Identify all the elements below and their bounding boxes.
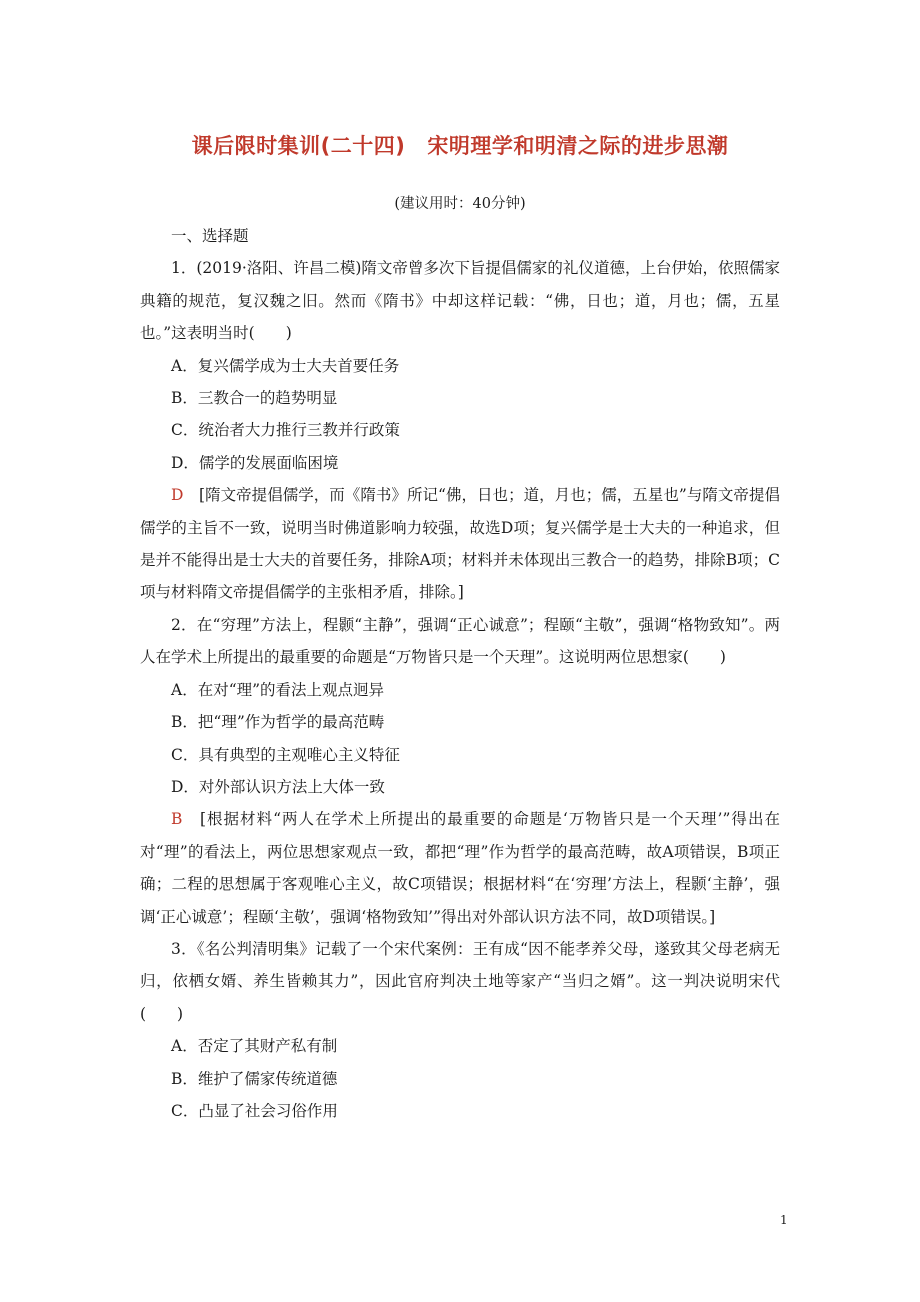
document-body bbox=[140, 220, 780, 1127]
question-1-option-b: B．三教合一的趋势明显 bbox=[171, 389, 338, 408]
question-2-option-a: A．在对“理”的看法上观点迥异 bbox=[171, 680, 385, 699]
question-1-stem: 1．(2019·洛阳、许昌二模)隋文帝曾多次下旨提倡儒家的礼仪道德，上台伊始，依照儒家典籍的规范，复汉魏之旧。然而《隋书》中却这样记载：“佛，日也；道，月也；儒，五星也。”这表明当时( ) bbox=[140, 259, 780, 343]
question-2-answer: B bbox=[171, 810, 183, 829]
title-sub: 宋明理学和明清之际的进步思潮 bbox=[427, 134, 729, 158]
question-2-option-c: C．具有典型的主观唯心主义特征 bbox=[171, 745, 400, 764]
question-1-option-a: A．复兴儒学成为士大夫首要任务 bbox=[171, 356, 400, 375]
question-2-option-d: D．对外部认识方法上大体一致 bbox=[171, 777, 385, 796]
question-2-stem: 2．在“穷理”方法上，程颢“主静”，强调“正心诚意”；程颐“主敬”，强调“格物致知”。两人在学术上所提出的最重要的命题是“万物皆只是一个天理”。这说明两位思想家( ) bbox=[140, 615, 780, 667]
question-1-option-d: D．儒学的发展面临困境 bbox=[171, 453, 339, 472]
question-2-explanation: [根据材料“两人在学术上所提出的最重要的命题是‘万物皆只是一个天理’”得出在对“理”的看法上，两位思想家观点一致，都把“理”作为哲学的最高范畴，故A项错误，B项正确；二程的思想属于客观唯心主义，故C项错误；根据材料“在‘穷理’方法上，程颢‘主静’，强调‘正心诚意’；程颐‘主敬’，强调‘格物致知’”得出对外部认识方法不同，故D项错误。] bbox=[140, 810, 780, 926]
question-1-explanation-block bbox=[140, 479, 780, 609]
document-title bbox=[0, 130, 920, 160]
question-2-option-b: B．把“理”作为哲学的最高范畴 bbox=[171, 713, 385, 732]
page-number: 1 bbox=[780, 1213, 788, 1227]
question-1-answer: D bbox=[171, 486, 184, 505]
question-2-explanation-block bbox=[140, 803, 780, 933]
question-1-option-c: C．统治者大力推行三教并行政策 bbox=[171, 421, 400, 440]
section-heading: 一、选择题 bbox=[171, 227, 249, 245]
title-main: 课后限时集训(二十四) bbox=[191, 134, 406, 158]
question-3-option-b: B．维护了儒家传统道德 bbox=[171, 1069, 338, 1088]
question-3-option-a: A．否定了其财产私有制 bbox=[171, 1037, 338, 1056]
question-3-option-c: C．凸显了社会习俗作用 bbox=[171, 1101, 338, 1120]
question-1-explanation: [隋文帝提倡儒学，而《隋书》所记“佛，日也；道，月也；儒，五星也”与隋文帝提倡儒学的主旨不一致，说明当时佛道影响力较强，故选D项；复兴儒学是士大夫的一种追求，但是并不能得出是士大夫的首要任务，排除A项；材料并未体现出三教合一的趋势，排除B项；C项与材料隋文帝提倡儒学的主张相矛盾，排除。] bbox=[140, 486, 780, 602]
question-3-stem: 3．《名公判清明集》记载了一个宋代案例：王有成“因不能孝养父母，遂致其父母老病无归，依栖女婿、养生皆赖其力”，因此官府判决土地等家产“当归之婿”。这一判决说明宋代( ) bbox=[140, 939, 780, 1023]
suggested-time: (建议用时：40分钟) bbox=[394, 196, 526, 212]
